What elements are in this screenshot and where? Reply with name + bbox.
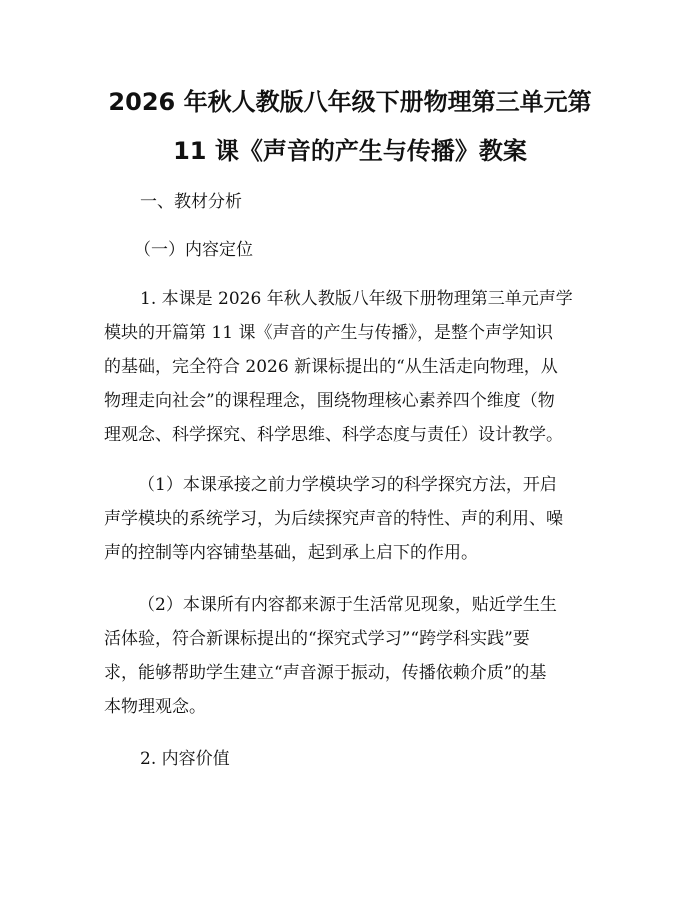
document-title-line-1: 2026 年秋人教版八年级下册物理第三单元第 (108, 88, 592, 116)
paragraph-line: 模块的开篇第 11 课《声音的产生与传播》，是整个声学知识 (104, 323, 553, 343)
paragraph-line: （1）本课承接之前力学模块学习的科学探究方法，开启 (138, 475, 557, 495)
section-heading: 一、教材分析 (140, 192, 242, 212)
paragraph-line: 本物理观念。 (104, 697, 206, 717)
paragraph-line: 声学模块的系统学习，为后续探究声音的特性、声的利用、噪 (104, 509, 563, 529)
paragraph-2 (104, 468, 604, 570)
paragraph-line: 声的控制等内容铺垫基础，起到承上启下的作用。 (104, 543, 478, 563)
item-heading: 2. 内容价值 (140, 749, 230, 769)
paragraph-line: （2）本课所有内容都来源于生活常见现象，贴近学生生 (138, 595, 557, 615)
paragraph-line: 活体验，符合新课标提出的“探究式学习”“跨学科实践”要 (104, 629, 530, 649)
paragraph-line: 1. 本课是 2026 年秋人教版八年级下册物理第三单元声学 (140, 289, 573, 309)
paragraph-line: 理观念、科学探究、科学思维、科学态度与责任）设计教学。 (104, 425, 563, 445)
paragraph-3 (104, 588, 604, 724)
document-title-line-2: 11 课《声音的产生与传播》教案 (173, 137, 527, 165)
paragraph-line: 的基础，完全符合 2026 新课标提出的“从生活走向物理，从 (104, 357, 558, 377)
subsection-heading: （一）内容定位 (134, 240, 253, 260)
paragraph-line: 物理走向社会”的课程理念，围绕物理核心素养四个维度（物 (104, 391, 555, 411)
paragraph-1 (104, 282, 604, 452)
paragraph-line: 求，能够帮助学生建立“声音源于振动，传播依赖介质”的基 (104, 663, 547, 683)
